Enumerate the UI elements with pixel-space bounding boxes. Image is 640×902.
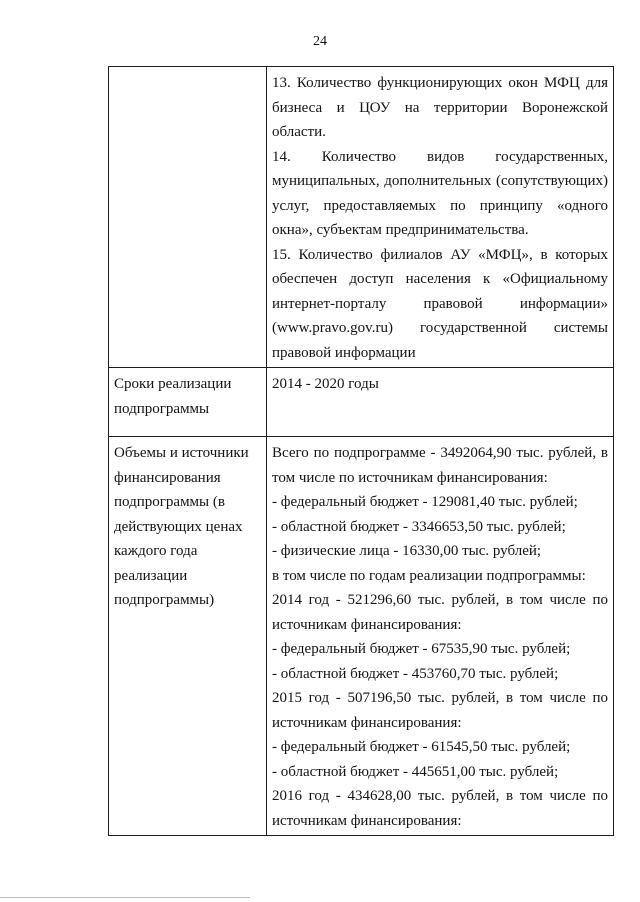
financing-line: в том числе по годам реализации подпрограммы: [272, 567, 586, 584]
financing-line: - областной бюджет - 3346653,50 тыс. рублей; [272, 518, 566, 535]
financing-line: 2015 год - 507196,50 тыс. рублей, в том числе по [272, 690, 608, 706]
financing-line: 2016 год - 434628,00 тыс. рублей, в том числе по [272, 788, 608, 804]
indicator-line: услуг, предоставляемых по принципу «одного [272, 197, 608, 214]
terms-label-cell [109, 368, 267, 437]
passport-table [108, 66, 614, 836]
financing-label-line: каждого года [114, 543, 198, 559]
financing-list [272, 441, 608, 833]
indicator-line: бизнеса и ЦОУ на территории Воронежской [272, 99, 608, 116]
financing-line: источникам финансирования: [272, 714, 462, 731]
terms-label-line: Сроки реализации [114, 376, 232, 392]
financing-line: - федеральный бюджет - 67535,90 тыс. рублей; [272, 641, 571, 657]
indicator-line: 14. Количество видов государственных, [272, 148, 608, 165]
financing-label [114, 441, 261, 613]
financing-label-line: действующих ценах [114, 518, 243, 535]
financing-line: 2014 год - 521296,60 тыс. рублей, в том числе по [272, 592, 608, 608]
financing-label-line: Объемы и источники [114, 445, 249, 461]
table-row-financing [109, 437, 614, 836]
financing-label-line: финансирования [114, 469, 221, 486]
financing-line: - федеральный бюджет - 61545,50 тыс. рублей; [272, 739, 571, 755]
financing-line: источникам финансирования: [272, 616, 462, 633]
indicator-line: (www.pravo.gov.ru) государственной системы [272, 320, 608, 336]
terms-label [114, 372, 261, 421]
financing-line: том числе по источникам финансирования: [272, 469, 548, 486]
financing-label-line: подпрограммы) [114, 592, 215, 608]
financing-line: Всего по подпрограмме - 3492064,90 тыс. рублей, в [272, 445, 608, 461]
financing-line: - физические лица - 16330,00 тыс. рублей; [272, 543, 542, 559]
financing-label-line: подпрограммы (в [114, 494, 225, 510]
financing-line: - федеральный бюджет - 129081,40 тыс. рублей; [272, 494, 578, 510]
indicators-label-cell [109, 67, 267, 368]
financing-line: - областной бюджет - 453760,70 тыс. рублей; [272, 665, 559, 682]
financing-line: - областной бюджет - 445651,00 тыс. рублей; [272, 763, 559, 780]
table-row-indicators [109, 67, 614, 368]
terms-value-cell [267, 368, 614, 437]
indicator-line: интернет-порталу правовой информации» [272, 295, 608, 312]
table-row-terms [109, 368, 614, 437]
terms-value: 2014 - 2020 годы [272, 376, 379, 392]
terms-label-line: подпрограммы [114, 400, 210, 417]
financing-value-cell [267, 437, 614, 836]
indicator-line: окна», субъектам предпринимательства. [272, 222, 529, 238]
indicators-value-cell [267, 67, 614, 368]
financing-label-cell [109, 437, 267, 836]
indicator-line: 15. Количество филиалов АУ «МФЦ», в которых [272, 246, 608, 263]
financing-line: источникам финансирования: [272, 812, 462, 829]
indicator-line: области. [272, 124, 326, 140]
scan-edge-line [0, 897, 250, 898]
indicator-line: 13. Количество функционирующих окон МФЦ для [272, 75, 608, 91]
indicator-line: муниципальных, дополнительных (сопутствующих) [272, 173, 608, 189]
page-number: 24 [313, 34, 327, 49]
indicator-line: правовой информации [272, 344, 416, 361]
indicator-line: обеспечен доступ населения к «Официальному [272, 271, 608, 287]
financing-label-line: реализации [114, 567, 188, 584]
indicators-list [272, 71, 608, 365]
